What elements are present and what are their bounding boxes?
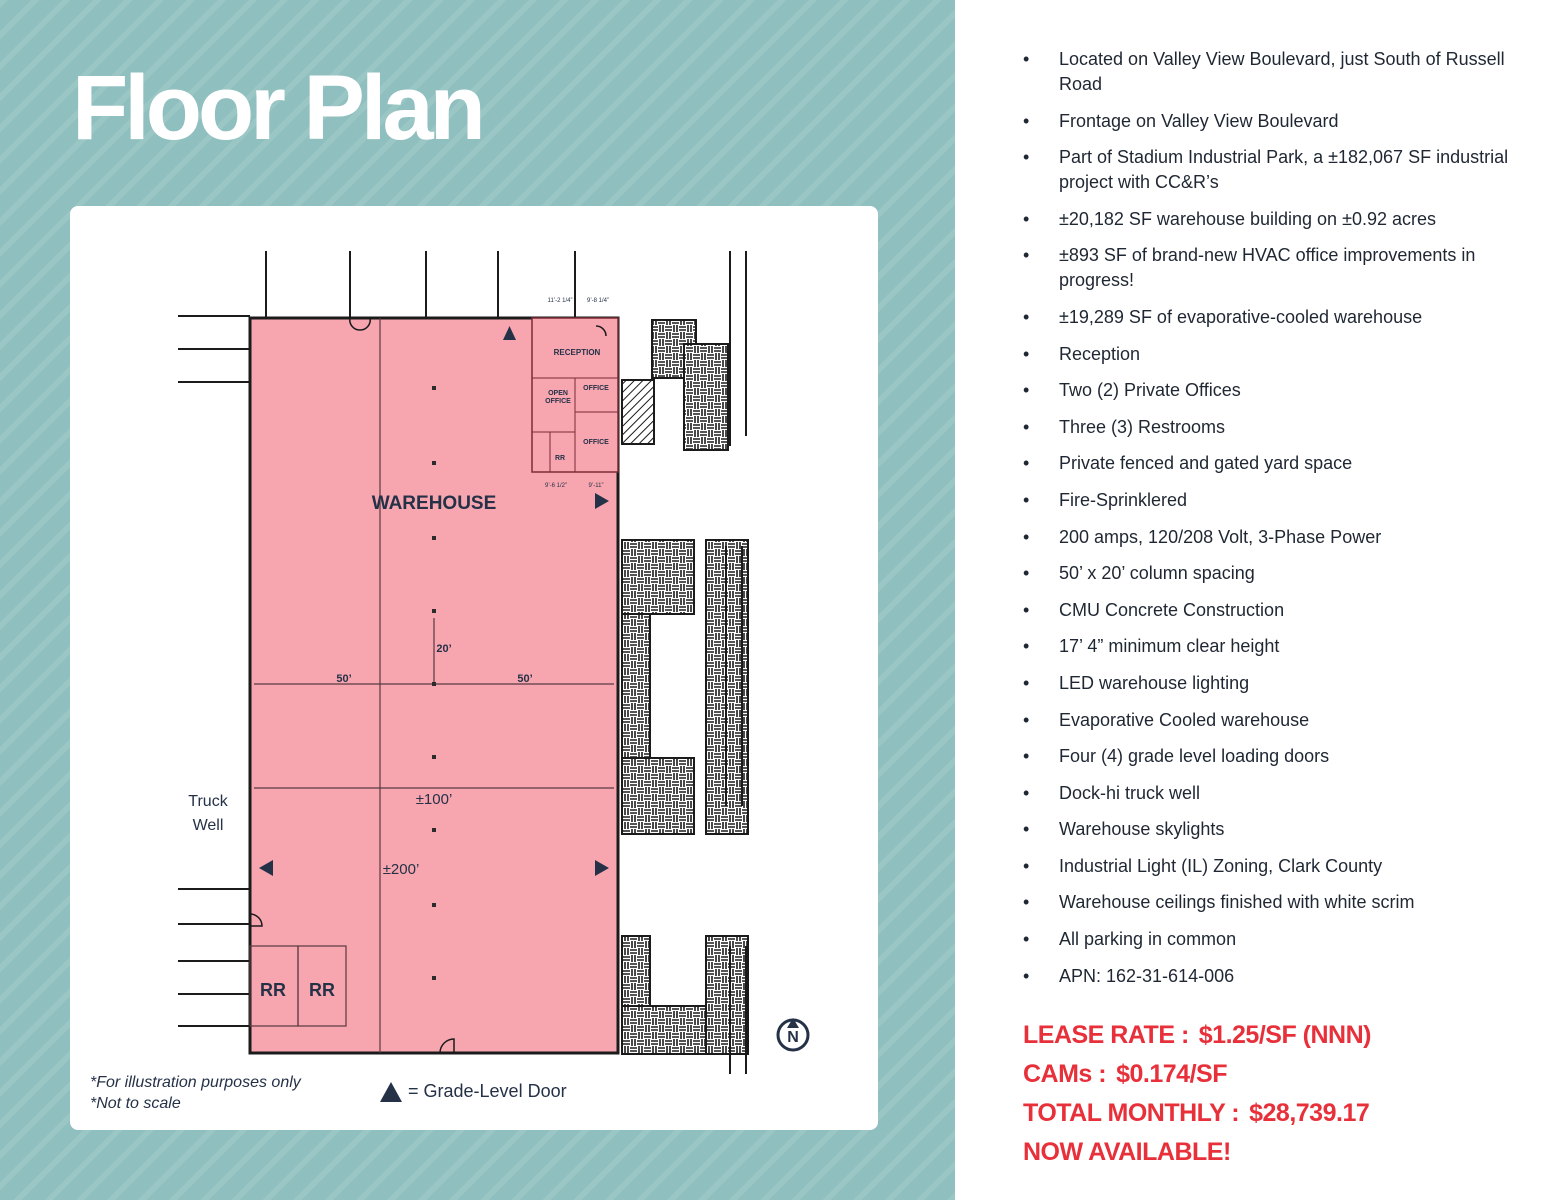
- feature-item: [1023, 488, 1523, 513]
- dim-100: ±100’: [415, 791, 453, 808]
- feature-item: [1023, 598, 1523, 623]
- feature-item: [1023, 671, 1523, 696]
- right-panel: [955, 0, 1553, 1200]
- feature-text: APN: 162-31-614-006: [1059, 965, 1235, 986]
- feature-text: ±20,182 SF warehouse building on ±0.92 acres: [1059, 208, 1436, 229]
- parking-stripes-left: [178, 316, 250, 1026]
- total-monthly-label: TOTAL MONTHLY :: [1023, 1099, 1240, 1127]
- feature-text: 200 amps, 120/208 Volt, 3-Phase Power: [1059, 526, 1382, 547]
- feature-item: [1023, 109, 1523, 134]
- cams-label: CAMs :: [1023, 1060, 1107, 1088]
- feature-item: [1023, 207, 1523, 232]
- open-office-label: OPEN: [548, 390, 568, 397]
- feature-text: Warehouse skylights: [1059, 819, 1225, 840]
- feature-item: [1023, 964, 1523, 989]
- bullet-icon: •: [1023, 599, 1030, 620]
- dim-20: 20’: [436, 643, 452, 655]
- footnotes: [90, 1072, 301, 1114]
- feature-text: 50’ x 20’ column spacing: [1059, 563, 1255, 584]
- north-arrow-icon: [778, 1018, 808, 1050]
- total-monthly-value: $28,739.17: [1249, 1099, 1370, 1127]
- svg-text:N: N: [787, 1029, 799, 1046]
- office-rr-label: RR: [554, 455, 566, 462]
- bullet-icon: •: [1023, 306, 1030, 327]
- bullet-icon: •: [1023, 489, 1030, 510]
- feature-item: [1023, 744, 1523, 769]
- footnote-scale: *Not to scale: [90, 1095, 181, 1112]
- bullet-icon: •: [1023, 672, 1030, 693]
- feature-item: [1023, 634, 1523, 659]
- feature-item: [1023, 415, 1523, 440]
- bullet-icon: •: [1023, 563, 1030, 584]
- bullet-icon: •: [1023, 746, 1030, 767]
- total-monthly: [1023, 1094, 1371, 1133]
- office-label-1: OFFICE: [583, 385, 609, 392]
- open-office-label-2: OFFICE: [545, 398, 571, 405]
- feature-text: Industrial Light (IL) Zoning, Clark County: [1059, 855, 1383, 876]
- feature-item: [1023, 145, 1523, 195]
- truck-well-label-1: Truck: [188, 793, 228, 810]
- office-dim-2: 9’-8 1/4”: [586, 298, 610, 304]
- availability: NOW AVAILABLE!: [1023, 1138, 1231, 1166]
- dim-50-right: 50’: [517, 673, 533, 685]
- feature-item: [1023, 781, 1523, 806]
- office-dim-3: 9’-6 1/2”: [544, 483, 568, 489]
- feature-text: 17’ 4” minimum clear height: [1059, 636, 1280, 657]
- office-label-2: OFFICE: [583, 439, 609, 446]
- reception-label: RECEPTION: [553, 348, 601, 357]
- feature-text: Warehouse ceilings finished with white scrim: [1059, 892, 1415, 913]
- office-dim-1: 11’-2 1/4”: [547, 298, 573, 304]
- feature-text: Four (4) grade level loading doors: [1059, 746, 1330, 767]
- cams: [1023, 1055, 1371, 1094]
- grade-level-door-triangle-icon: [380, 1082, 402, 1102]
- bullet-icon: •: [1023, 245, 1030, 266]
- cams-value: $0.174/SF: [1116, 1060, 1227, 1088]
- office-dim-4: 9’-11”: [588, 483, 604, 489]
- bullet-icon: •: [1023, 147, 1030, 168]
- feature-item: [1023, 451, 1523, 476]
- parking-stripes-top: [266, 251, 575, 318]
- bullet-icon: •: [1023, 416, 1030, 437]
- feature-text: ±19,289 SF of evaporative-cooled warehouse: [1059, 306, 1423, 327]
- bullet-icon: •: [1023, 208, 1030, 229]
- dim-50-left: 50’: [336, 673, 352, 685]
- feature-text: Dock-hi truck well: [1059, 782, 1201, 803]
- bullet-icon: •: [1023, 892, 1030, 913]
- footnote-illustration: *For illustration purposes only: [90, 1074, 301, 1091]
- floor-plan-card: [70, 206, 878, 1130]
- feature-item: [1023, 525, 1523, 550]
- page-title: Floor Plan: [72, 57, 482, 159]
- bullet-icon: •: [1023, 929, 1030, 950]
- feature-item: [1023, 561, 1523, 586]
- feature-item: [1023, 927, 1523, 952]
- feature-item: [1023, 378, 1523, 403]
- feature-text: Two (2) Private Offices: [1059, 380, 1241, 401]
- legend: [380, 1081, 567, 1102]
- feature-text: CMU Concrete Construction: [1059, 599, 1285, 620]
- feature-text: Located on Valley View Boulevard, just South of Russell Road: [1059, 49, 1505, 94]
- bullet-icon: •: [1023, 855, 1030, 876]
- feature-item: [1023, 890, 1523, 915]
- feature-text: Fire-Sprinklered: [1059, 489, 1188, 510]
- lease-rate-value: $1.25/SF (NNN): [1198, 1021, 1371, 1049]
- feature-text: Frontage on Valley View Boulevard: [1059, 110, 1339, 131]
- feature-list: [1023, 47, 1523, 1000]
- bullet-icon: •: [1023, 819, 1030, 840]
- bullet-icon: •: [1023, 380, 1030, 401]
- feature-item: [1023, 305, 1523, 330]
- feature-item: [1023, 854, 1523, 879]
- bullet-icon: •: [1023, 636, 1030, 657]
- feature-item: [1023, 243, 1523, 293]
- feature-text: LED warehouse lighting: [1059, 672, 1250, 693]
- lease-rate: [1023, 1016, 1371, 1055]
- bullet-icon: •: [1023, 709, 1030, 730]
- feature-text: Part of Stadium Industrial Park, a ±182,067 SF industrial project with CC&R’s: [1059, 147, 1509, 193]
- restroom-2-label: RR: [309, 980, 335, 1000]
- feature-text: Evaporative Cooled warehouse: [1059, 709, 1310, 730]
- bullet-icon: •: [1023, 49, 1030, 69]
- lease-rate-label: LEASE RATE :: [1023, 1021, 1189, 1049]
- feature-item: [1023, 342, 1523, 367]
- dim-200: ±200’: [382, 861, 420, 878]
- feature-text: All parking in common: [1059, 929, 1237, 950]
- feature-item: [1023, 817, 1523, 842]
- feature-item: [1023, 47, 1523, 97]
- bullet-icon: •: [1023, 965, 1030, 986]
- bullet-icon: •: [1023, 453, 1030, 474]
- bullet-icon: •: [1023, 526, 1030, 547]
- feature-item: [1023, 708, 1523, 733]
- feature-text: Reception: [1059, 343, 1141, 364]
- bullet-icon: •: [1023, 110, 1030, 131]
- bullet-icon: •: [1023, 782, 1030, 803]
- truck-well-label-2: Well: [192, 817, 224, 834]
- feature-text: Three (3) Restrooms: [1059, 416, 1226, 437]
- bullet-icon: •: [1023, 343, 1030, 364]
- restroom-1-label: RR: [260, 980, 286, 1000]
- feature-text: ±893 SF of brand-new HVAC office improvements in progress!: [1059, 245, 1476, 291]
- warehouse-label: WAREHOUSE: [371, 493, 497, 514]
- legend-text: = Grade-Level Door: [408, 1081, 567, 1101]
- feature-text: Private fenced and gated yard space: [1059, 453, 1353, 474]
- pricing: [1023, 1016, 1371, 1172]
- floor-plan-drawing: [70, 206, 878, 1130]
